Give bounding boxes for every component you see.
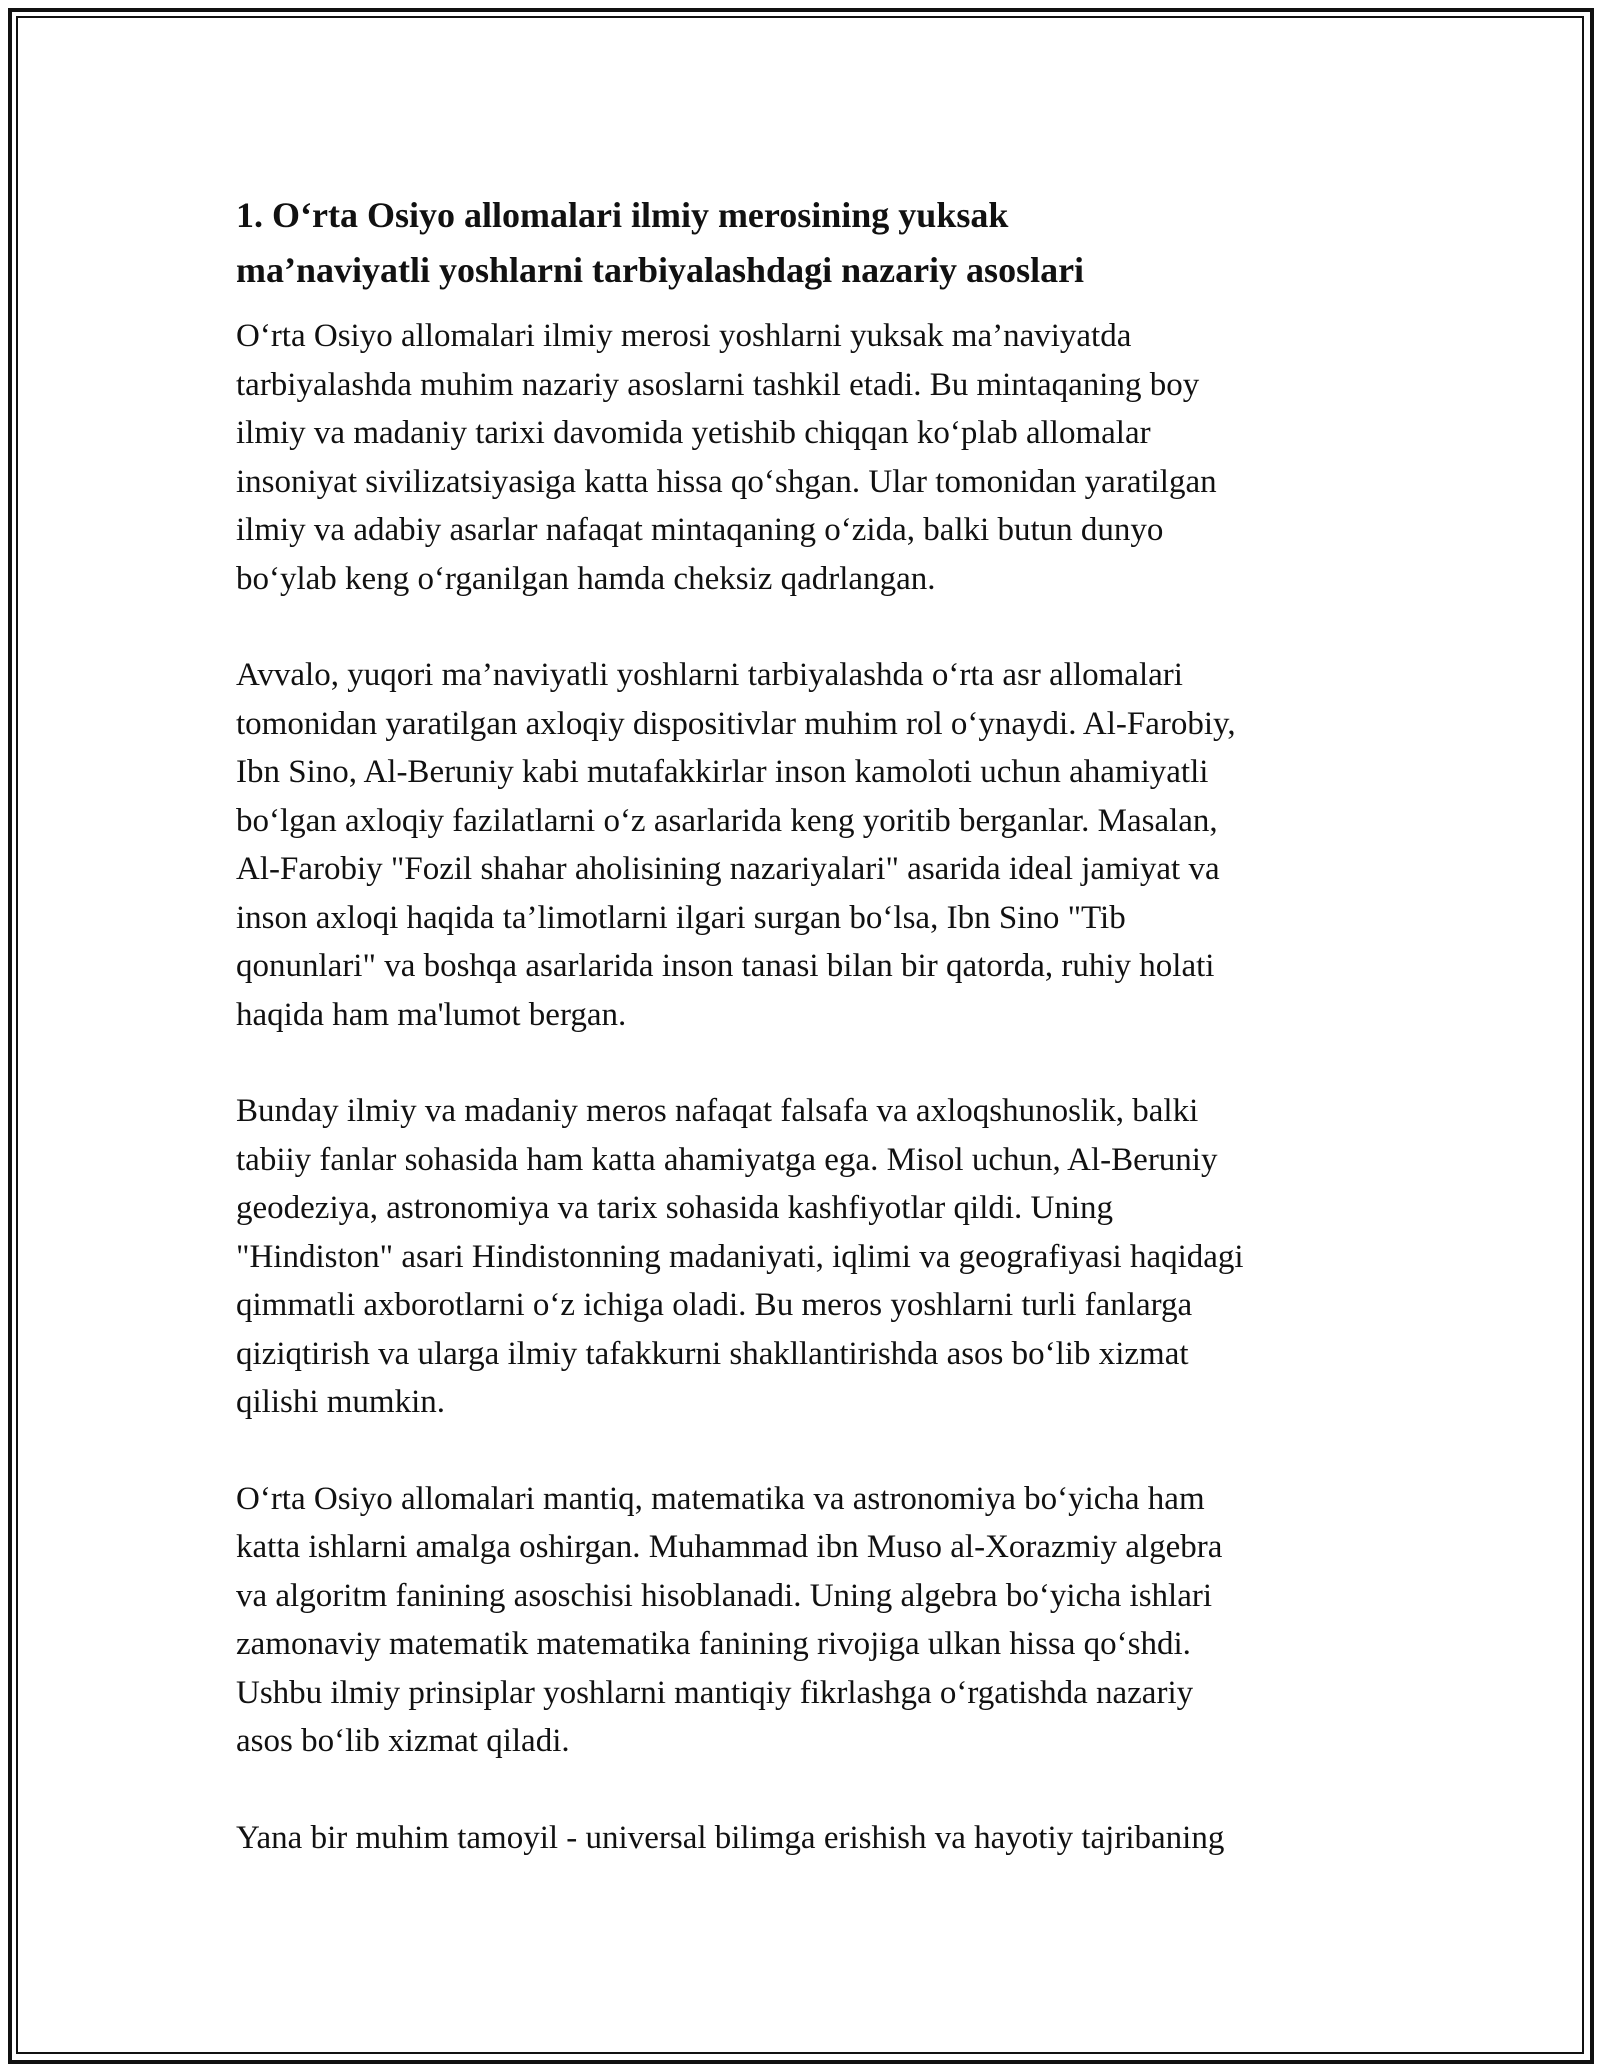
- paragraph-3: [236, 1087, 1376, 1427]
- text-line: Ibn Sino, Al-Beruniy kabi mutafakkirlar inson kamoloti uchun ahamiyatli: [236, 754, 1209, 790]
- heading-line: ma’naviyatli yoshlarni tarbiyalashdagi nazariy asoslari: [236, 250, 1085, 290]
- text-line: geodeziya, astronomiya va tarix sohasida kashfiyotlar qildi. Uning: [236, 1190, 1114, 1226]
- text-line: asos bo‘lib xizmat qiladi.: [236, 1723, 570, 1759]
- text-line: O‘rta Osiyo allomalari mantiq, matematika va astronomiya bo‘yicha ham: [236, 1480, 1205, 1517]
- text-line: qilishi mumkin.: [236, 1384, 446, 1420]
- document-body: [236, 188, 1376, 1910]
- text-line: katta ishlarni amalga oshirgan. Muhammad ibn Muso al-Xorazmiy algebra: [236, 1529, 1223, 1565]
- text-line: insoniyat sivilizatsiyasiga katta hissa qo‘shgan. Ular tomonidan yaratilgan: [236, 463, 1217, 500]
- text-line: tarbiyalashda muhim nazariy asoslarni tashkil etadi. Bu mintaqaning boy: [236, 366, 1200, 403]
- text-line: tomonidan yaratilgan axloqiy dispositivlar muhim rol o‘ynaydi. Al-Farobiy,: [236, 705, 1236, 742]
- text-line: Avvalo, yuqori ma’naviyatli yoshlarni tarbiyalashda o‘rta asr allomalari: [236, 657, 1183, 693]
- section-heading: [236, 188, 1376, 298]
- heading-line: 1. O‘rta Osiyo allomalari ilmiy merosining yuksak: [236, 195, 1009, 235]
- paragraph-4: [236, 1475, 1376, 1766]
- paragraph-2: [236, 651, 1376, 1039]
- text-line: Ushbu ilmiy prinsiplar yoshlarni mantiqiy fikrlashga o‘rgatishda nazariy: [236, 1674, 1194, 1711]
- text-line: bo‘lgan axloqiy fazilatlarni o‘z asarlarida keng yoritib berganlar. Masalan,: [236, 802, 1218, 839]
- text-line: qimmatli axborotlarni o‘z ichiga oladi. Bu meros yoshlarni turli fanlarga: [236, 1287, 1193, 1323]
- text-line: qonunlari" va boshqa asarlarida inson tanasi bilan bir qatorda, ruhiy holati: [236, 948, 1215, 984]
- text-line: O‘rta Osiyo allomalari ilmiy merosi yoshlarni yuksak ma’naviyatda: [236, 318, 1132, 354]
- text-line: haqida ham ma'lumot bergan.: [236, 996, 627, 1033]
- text-line: Bunday ilmiy va madaniy meros nafaqat falsafa va axloqshunoslik, balki: [236, 1093, 1199, 1129]
- paragraph-1: [236, 312, 1376, 603]
- text-line: ilmiy va madaniy tarixi davomida yetishib chiqqan ko‘plab allomalar: [236, 415, 1151, 451]
- text-line: zamonaviy matematik matematika fanining rivojiga ulkan hissa qo‘shdi.: [236, 1626, 1191, 1662]
- text-line: Al-Farobiy "Fozil shahar aholisining nazariyalari" asarida ideal jamiyat va: [236, 851, 1220, 887]
- text-line: qiziqtirish va ularga ilmiy tafakkurni shakllantirishda asos bo‘lib xizmat: [236, 1335, 1189, 1372]
- text-line: "Hindiston" asari Hindistonning madaniyati, iqlimi va geografiyasi haqidagi: [236, 1238, 1244, 1275]
- text-line: va algoritm fanining asoschisi hisoblanadi. Uning algebra bo‘yicha ishlari: [236, 1577, 1213, 1614]
- text-line: Yana bir muhim tamoyil - universal bilimga erishish va hayotiy tajribaning: [236, 1819, 1225, 1856]
- text-line: tabiiy fanlar sohasida ham katta ahamiyatga ega. Misol uchun, Al-Beruniy: [236, 1141, 1218, 1178]
- text-line: ilmiy va adabiy asarlar nafaqat mintaqaning o‘zida, balki butun dunyo: [236, 512, 1164, 548]
- text-line: inson axloqi haqida ta’limotlarni ilgari surgan bo‘lsa, Ibn Sino "Tib: [236, 899, 1126, 936]
- text-line: bo‘ylab keng o‘rganilgan hamda cheksiz qadrlangan.: [236, 560, 936, 597]
- paragraph-5: [236, 1814, 1376, 1863]
